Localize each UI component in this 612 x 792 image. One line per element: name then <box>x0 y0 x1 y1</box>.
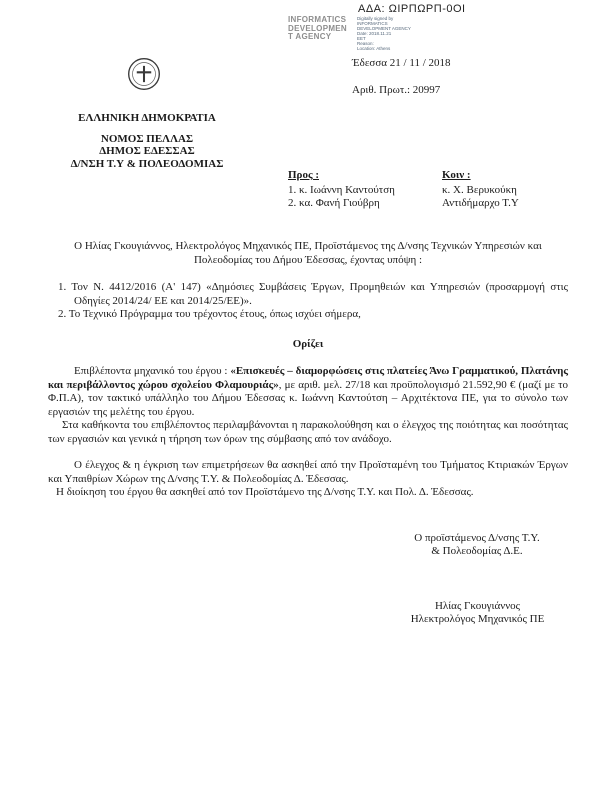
document-body <box>48 240 568 500</box>
signatory-title: Ηλεκτρολόγος Μηχανικός ΠΕ <box>410 613 545 625</box>
to-recipient: 2. κα. Φανή Γιούβρη <box>288 197 380 209</box>
appointment-post-text: , με αριθ. μελ. 27/18 και προϋπολογισμό 21.592,90 € (μαζί με το Φ.Π.Α), τον τακτικό υπάλληλο του Δήμου Έδεσσας κ. Ιωάννη Καντούτση – Αρχιτέκτονα ΠΕ, για το σύνολο των εργασιών της μελέτης του έργου. <box>48 378 568 418</box>
recipients-cc-column <box>442 169 572 210</box>
appointment-paragraph <box>48 365 568 419</box>
letterhead <box>52 112 242 170</box>
decision-heading: Ορίζει <box>292 337 324 350</box>
intro-paragraph: Ο Ηλίας Γκουγιάννος, Ηλεκτρολόγος Μηχανικός ΠΕ, Προϊστάμενος της Δ/νσης Τεχνικών Υπηρεσιών και Πολεοδομίας του Δήμου Έδεσσας, έχοντας υπόψη : <box>74 240 542 266</box>
cc-recipient: κ. Χ. Βερυκούκη <box>442 184 517 196</box>
signature-role-block <box>392 532 562 558</box>
recipients-to-column <box>288 169 438 210</box>
stamp-agency-line: T AGENCY <box>288 32 332 41</box>
signature-role-line: Ο προϊστάμενος Δ/νσης Τ.Υ. <box>414 532 540 544</box>
letterhead-department: Δ/ΝΣΗ Τ.Υ & ΠΟΛΕΟΔΟΜΙΑΣ <box>70 157 224 170</box>
stamp-detail-line: Location: Athens <box>357 46 391 51</box>
signatory-name: Ηλίας Γκουγιάννος <box>434 600 521 612</box>
stamp-agency-line: DEVELOPMEN <box>288 23 348 33</box>
letterhead-prefecture: ΝΟΜΟΣ ΠΕΛΛΑΣ <box>100 132 194 145</box>
stamp-agency-name <box>288 16 350 51</box>
stamp-detail-line: INFORMATICS <box>357 21 388 26</box>
cc-recipient: Αντιδήμαρχο Τ.Υ <box>442 197 519 209</box>
protocol-number: Αριθ. Πρωτ.: 20997 <box>352 84 441 96</box>
to-label: Προς : <box>288 169 319 181</box>
stamp-detail-line: EET <box>357 36 366 41</box>
stamp-detail-line: Date: 2018.11.21 <box>357 31 392 36</box>
place-and-date: Έδεσσα 21 / 11 / 2018 <box>352 57 451 69</box>
stamp-agency-line: INFORMATICS <box>288 15 347 24</box>
legal-basis-item: 2. Το Τεχνικό Πρόγραμμα του τρέχοντος έτους, όπως ισχύει σήμερα, <box>58 308 361 320</box>
ada-code: ΑΔΑ: ΩΙΡΠΩΡΠ-0ΟΙ <box>358 3 466 15</box>
letterhead-municipality: ΔΗΜΟΣ ΕΔΕΣΣΑΣ <box>99 145 195 157</box>
cc-label: Κοιν : <box>442 169 471 181</box>
stamp-detail-line: Reason: <box>357 41 374 46</box>
stamp-signature-details <box>357 16 427 51</box>
project-title: «Επισκευές – διαμορφώσεις στις πλατείες Άνω Γραμματικού, Πλατάνης και περιβάλλοντος χώρου σχολείου Φλαμουριάς» <box>48 365 568 391</box>
legal-basis-item: 1. Τον Ν. 4412/2016 (Α' 147) «Δημόσιες Συμβάσεις Έργων, Προμηθειών και Υπηρεσιών (προσαρμογή στις Οδηγίες 2014/24/ ΕΕ και 2014/25/ΕΕ)». <box>58 281 568 307</box>
hellenic-republic-seal-icon <box>127 57 161 91</box>
administration-paragraph: Η διοίκηση του έργου θα ασκηθεί από τον Προϊστάμενο της Δ/νσης Τ.Υ. και Πολ. Δ. Έδεσσας. <box>56 486 474 498</box>
legal-basis-list <box>48 281 568 322</box>
stamp-detail-line: DEVELOPMENT AGENCY <box>357 26 411 31</box>
duties-paragraph: Στα καθήκοντα του επιβλέποντος περιλαμβάνονται η παρακολούθηση και ο έλεγχος της ποιότητας και ποσότητας των εργασιών και γενικά η τήρηση των όρων της σύμβασης από τον ανάδοχο. <box>48 419 568 445</box>
digital-signature-stamp <box>288 16 427 51</box>
to-recipient: 1. κ. Ιωάννη Καντούτση <box>288 184 395 196</box>
appointment-pre-text: Επιβλέποντα μηχανικό του έργου : <box>74 365 231 377</box>
stamp-detail-line: Digitally signed by <box>357 16 394 21</box>
signature-role-line: & Πολεοδομίας Δ.Ε. <box>431 545 523 557</box>
signature-name-block <box>380 600 575 626</box>
approval-paragraph: Ο έλεγχος & η έγκριση των επιμετρήσεων θα ασκηθεί από την Προϊσταμένη του Τμήματος Κτιριακών Έργων και Υπαιθρίων Χώρων της Δ/νσης Τ.Υ. & Πολεοδομίας Δ. Έδεσσας. <box>48 459 568 485</box>
letterhead-republic: ΕΛΛΗΝΙΚΗ ΔΗΜΟΚΡΑΤΙΑ <box>78 112 216 124</box>
